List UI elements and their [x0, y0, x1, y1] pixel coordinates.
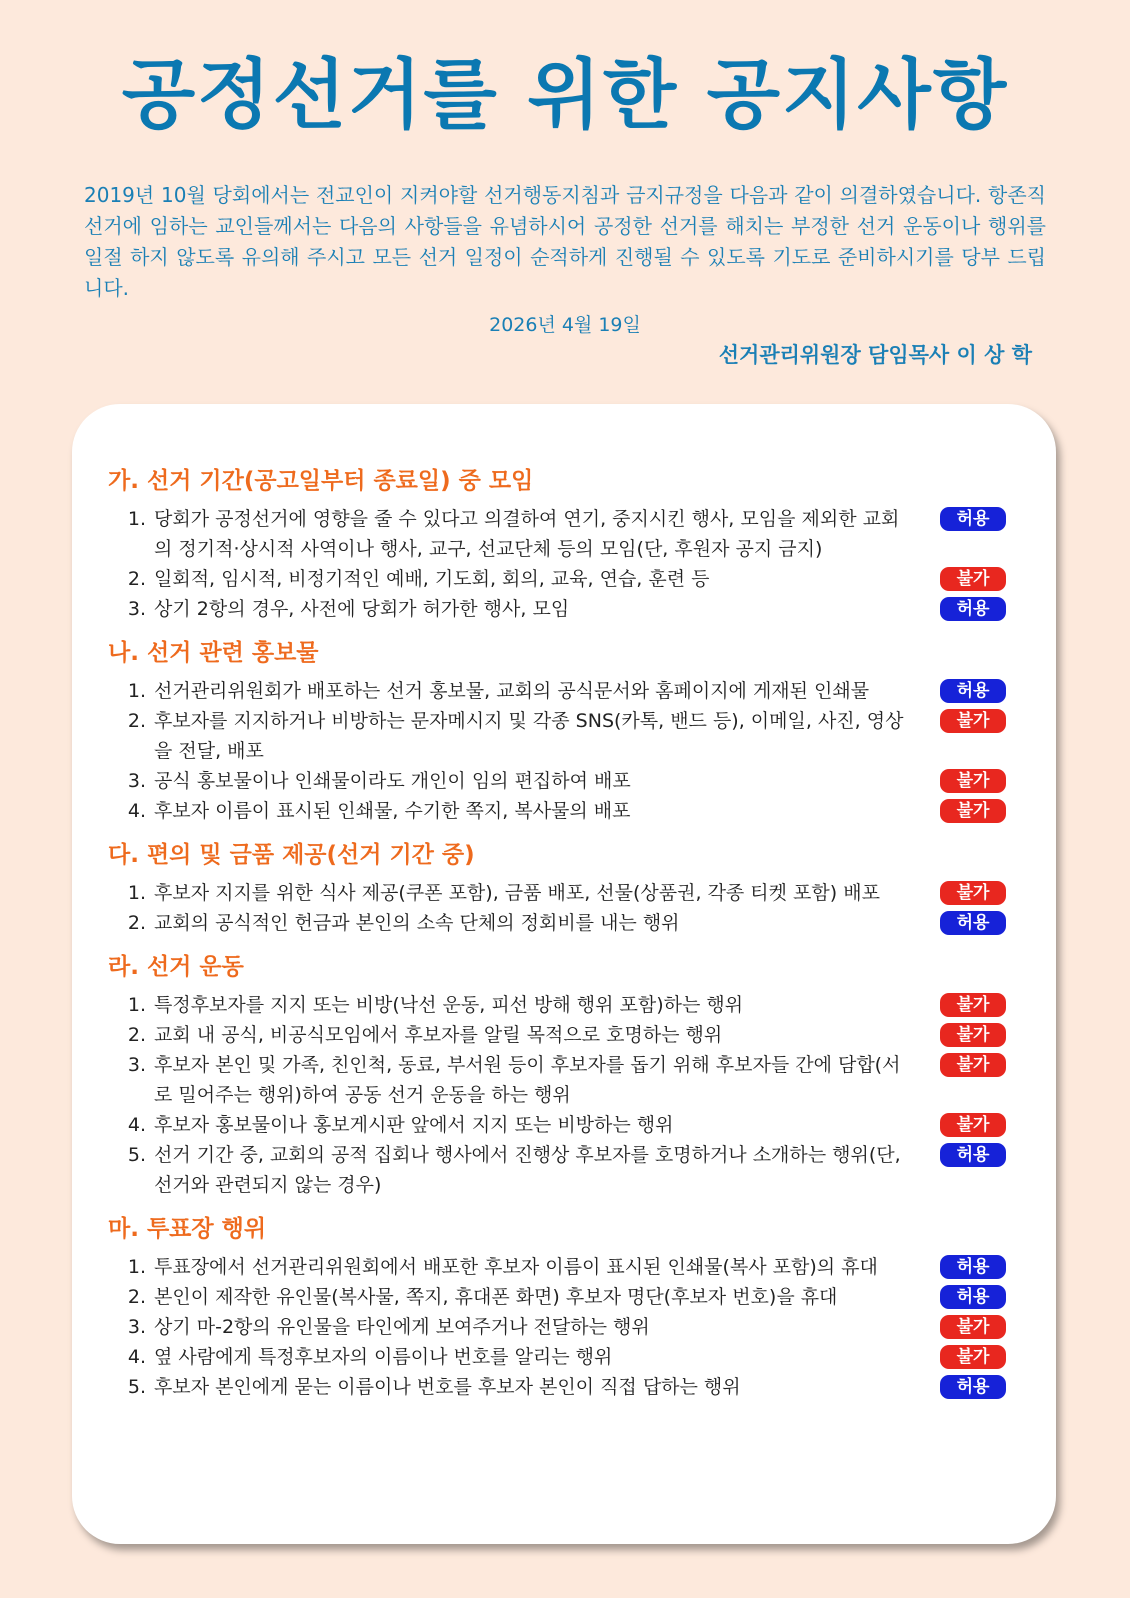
rule-text: 후보자 지지를 위한 식사 제공(쿠폰 포함), 금품 배포, 선물(상품권, 각종 티켓 포함) 배포	[154, 882, 880, 904]
deny-badge: 불가	[940, 1023, 1006, 1047]
rules-card	[72, 404, 1056, 1544]
allow-badge: 허용	[940, 679, 1006, 703]
deny-badge: 불가	[940, 1113, 1006, 1137]
rule-item	[108, 908, 1018, 938]
allow-badge: 허용	[940, 1255, 1006, 1279]
rule-section	[108, 950, 1018, 1200]
rule-item	[108, 1342, 1018, 1372]
page-title: 공정선거를 위한 공지사항	[121, 50, 1009, 139]
rule-text: 당회가 공정선거에 영향을 줄 수 있다고 의결하여 연기, 중지시킨 행사, 모임을 제외한 교회의 정기적·상시적 사역이나 행사, 교구, 선교단체 등의 모임(단, 후원자 공지 금지)	[154, 508, 900, 560]
deny-badge: 불가	[940, 993, 1006, 1017]
rule-item	[108, 706, 1018, 766]
rule-text: 후보자 홍보물이나 홍보게시판 앞에서 지지 또는 비방하는 행위	[154, 1114, 674, 1136]
rule-text: 상기 2항의 경우, 사전에 당회가 허가한 행사, 모임	[154, 598, 570, 620]
rule-number: 2.	[127, 710, 146, 732]
signer: 선거관리위원장 담임목사 이 상 학	[718, 343, 1032, 367]
rule-number: 3.	[127, 1054, 146, 1076]
rule-item	[108, 676, 1018, 706]
rule-text: 교회 내 공식, 비공식모임에서 후보자를 알릴 목적으로 호명하는 행위	[154, 1024, 723, 1046]
rule-number: 5.	[127, 1144, 146, 1166]
rule-number: 4.	[127, 1346, 146, 1368]
rule-text: 후보자 본인에게 묻는 이름이나 번호를 후보자 본인이 직접 답하는 행위	[154, 1376, 741, 1398]
rule-number: 4.	[127, 800, 146, 822]
rule-item	[108, 1312, 1018, 1342]
rule-number: 1.	[127, 882, 146, 904]
deny-badge: 불가	[940, 799, 1006, 823]
intro-paragraph: 2019년 10월 당회에서는 전교인이 지켜야할 선거행동지침과 금지규정을 다음과 같이 의결하였습니다. 항존직 선거에 임하는 교인들께서는 다음의 사항들을 유념하시어 공정한 선거를 해치는 부정한 선거 운동이나 행위를 일절 하지 않도록 유의해 주시고 모든 선거 일정이 순적하게 진행될 수 있도록 기도로 준비하시기를 당부 드립니다.	[84, 183, 1046, 300]
rule-item	[108, 878, 1018, 908]
rule-number: 3.	[127, 770, 146, 792]
rule-number: 3.	[127, 1316, 146, 1338]
rule-item	[108, 504, 1018, 564]
rule-item	[108, 564, 1018, 594]
allow-badge: 허용	[940, 1285, 1006, 1309]
rule-number: 1.	[127, 508, 146, 530]
deny-badge: 불가	[940, 769, 1006, 793]
allow-badge: 허용	[940, 597, 1006, 621]
allow-badge: 허용	[940, 1143, 1006, 1167]
rule-number: 2.	[127, 1024, 146, 1046]
rule-item	[108, 1050, 1018, 1110]
rule-text: 후보자 이름이 표시된 인쇄물, 수기한 쪽지, 복사물의 배포	[154, 800, 631, 822]
intro-text	[84, 180, 1046, 304]
rule-section	[108, 1212, 1018, 1402]
rule-text: 옆 사람에게 특정후보자의 이름이나 번호를 알리는 행위	[154, 1346, 613, 1368]
rule-number: 5.	[127, 1376, 146, 1398]
rule-text: 교회의 공식적인 헌금과 본인의 소속 단체의 정회비를 내는 행위	[154, 912, 680, 934]
rule-text: 투표장에서 선거관리위원회에서 배포한 후보자 이름이 표시된 인쇄물(복사 포함)의 휴대	[154, 1256, 878, 1278]
rule-item	[108, 990, 1018, 1020]
rule-text: 공식 홍보물이나 인쇄물이라도 개인이 임의 편집하여 배포	[154, 770, 631, 792]
rule-section	[108, 464, 1018, 624]
rule-number: 4.	[127, 1114, 146, 1136]
rule-number: 1.	[127, 994, 146, 1016]
deny-badge: 불가	[940, 1053, 1006, 1077]
notice-date: 2026년 4월 19일	[489, 314, 641, 336]
section-title: 라. 선거 운동	[108, 954, 244, 980]
rule-text: 특정후보자를 지지 또는 비방(낙선 운동, 피선 방해 행위 포함)하는 행위	[154, 994, 744, 1016]
deny-badge: 불가	[940, 1315, 1006, 1339]
section-title: 가. 선거 기간(공고일부터 종료일) 중 모임	[108, 468, 534, 494]
deny-badge: 불가	[940, 567, 1006, 591]
rule-number: 1.	[127, 680, 146, 702]
rule-item	[108, 796, 1018, 826]
rule-item	[108, 766, 1018, 796]
rule-item	[108, 1110, 1018, 1140]
rule-number: 2.	[127, 1286, 146, 1308]
rule-number: 3.	[127, 598, 146, 620]
rule-item	[108, 594, 1018, 624]
rule-item	[108, 1252, 1018, 1282]
rule-item	[108, 1140, 1018, 1200]
rule-text: 후보자를 지지하거나 비방하는 문자메시지 및 각종 SNS(카톡, 밴드 등), 이메일, 사진, 영상을 전달, 배포	[154, 710, 904, 762]
rule-text: 후보자 본인 및 가족, 친인척, 동료, 부서원 등이 후보자를 돕기 위해 후보자들 간에 담합(서로 밀어주는 행위)하여 공동 선거 운동을 하는 행위	[154, 1054, 901, 1106]
rule-section	[108, 636, 1018, 826]
deny-badge: 불가	[940, 881, 1006, 905]
allow-badge: 허용	[940, 911, 1006, 935]
rule-number: 2.	[127, 912, 146, 934]
rule-number: 1.	[127, 1256, 146, 1278]
rule-text: 상기 마-2항의 유인물을 타인에게 보여주거나 전달하는 행위	[154, 1316, 650, 1338]
section-title: 다. 편의 및 금품 제공(선거 기간 중)	[108, 842, 475, 868]
section-title: 나. 선거 관련 홍보물	[108, 640, 319, 666]
rule-section	[108, 838, 1018, 938]
allow-badge: 허용	[940, 507, 1006, 531]
rule-number: 2.	[127, 568, 146, 590]
rule-text: 선거 기간 중, 교회의 공적 집회나 행사에서 진행상 후보자를 호명하거나 소개하는 행위(단, 선거와 관련되지 않는 경우)	[154, 1144, 901, 1196]
rule-item	[108, 1282, 1018, 1312]
rules-sections	[108, 464, 1018, 1414]
rule-item	[108, 1020, 1018, 1050]
deny-badge: 불가	[940, 1345, 1006, 1369]
deny-badge: 불가	[940, 709, 1006, 733]
rule-text: 선거관리위원회가 배포하는 선거 홍보물, 교회의 공식문서와 홈페이지에 게재된 인쇄물	[154, 680, 870, 702]
section-title: 마. 투표장 행위	[108, 1216, 267, 1242]
allow-badge: 허용	[940, 1375, 1006, 1399]
rule-text: 본인이 제작한 유인물(복사물, 쪽지, 휴대폰 화면) 후보자 명단(후보자 번호)을 휴대	[154, 1286, 838, 1308]
rule-text: 일회적, 임시적, 비정기적인 예배, 기도회, 회의, 교육, 연습, 훈련 등	[154, 568, 710, 590]
rule-item	[108, 1372, 1018, 1402]
